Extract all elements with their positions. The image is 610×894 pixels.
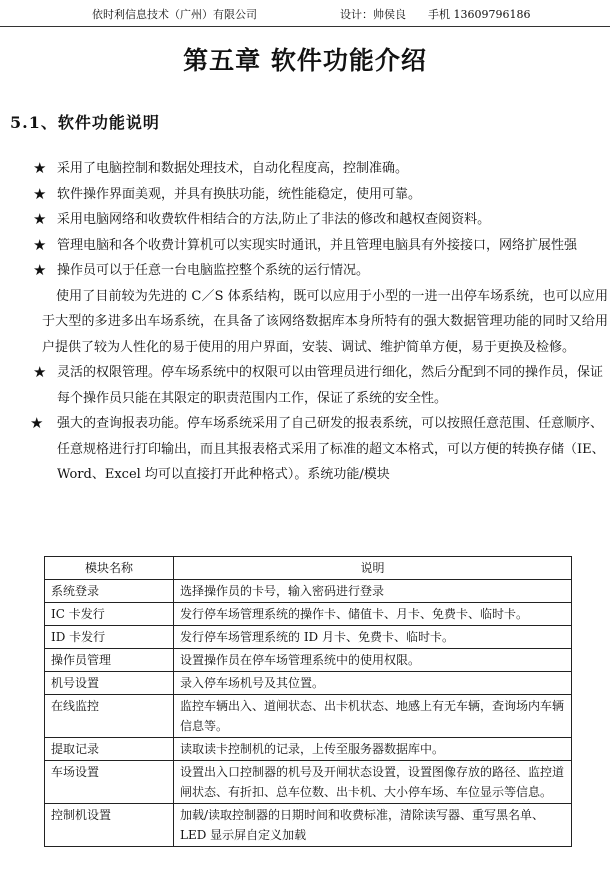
module-description-cell: 发行停车场管理系统的 ID 月卡、免费卡、临时卡。 — [174, 626, 572, 649]
table-row — [45, 603, 572, 626]
module-name-cell: 机号设置 — [45, 672, 174, 695]
module-description-cell: 设置操作员在停车场管理系统中的使用权限。 — [174, 649, 572, 672]
bullet-text: 软件操作界面美观，并具有换肤功能，统性能稳定，使用可靠。 — [57, 186, 422, 202]
bullet-item — [30, 156, 608, 182]
bullet-item — [30, 207, 608, 233]
bullet-item — [30, 411, 608, 488]
column-header-description: 说明 — [174, 557, 572, 580]
module-name-cell: 提取记录 — [45, 738, 174, 761]
header-designer: 设计：帅侯良 — [340, 8, 406, 21]
table-row — [45, 695, 572, 738]
bullet-item — [30, 360, 608, 411]
bullet-text: 操作员可以于任意一台电脑监控整个系统的运行情况。 — [57, 263, 370, 278]
module-description-cell: 读取读卡控制机的记录，上传至服务器数据库中。 — [174, 738, 572, 761]
chapter-title: 第五章 软件功能介绍 — [183, 46, 427, 75]
module-name-cell: 系统登录 — [45, 580, 174, 603]
star-icon: ★ — [33, 363, 47, 381]
bullet-item — [30, 182, 608, 208]
module-description-cell: 录入停车场机号及其位置。 — [174, 672, 572, 695]
table-row — [45, 626, 572, 649]
table-row — [45, 761, 572, 804]
module-name-cell: 车场设置 — [45, 761, 174, 804]
bullet-item — [30, 233, 608, 259]
section-title: 5.1、软件功能说明 — [10, 113, 160, 132]
bullet-text: 灵活的权限管理。停车场系统中的权限可以由管理员进行细化，然后分配到不同的操作员，保证每个操作员只能在其限定的职责范围内工作，保证了系统的安全性。 — [57, 365, 604, 406]
page-header — [0, 4, 610, 27]
star-icon: ★ — [33, 261, 47, 279]
bullet-text: 强大的查询报表功能。停车场系统采用了自己研发的报表系统，可以按照任意范围、任意顺序、任意规格进行打印输出，而且其报表格式采用了标准的超文本格式，可以方便的转换存储（IE、Word、Excel 均可以直接打开此种格式）。系统功能/模块 — [57, 416, 605, 482]
bullet-text: 采用了电脑控制和数据处理技术，自动化程度高，控制准确。 — [57, 161, 409, 176]
star-icon: ★ — [30, 414, 44, 432]
module-name-cell: 操作员管理 — [45, 649, 174, 672]
header-phone: 手机 13609796186 — [428, 8, 531, 21]
module-description-cell: 监控车辆出入、道闸状态、出卡机状态、地感上有无车辆，查询场内车辆信息等。 — [174, 695, 572, 738]
header-company: 依时利信息技术（广州）有限公司 — [92, 8, 257, 21]
bullet-item — [30, 258, 608, 284]
module-table — [44, 556, 572, 847]
table-row — [45, 738, 572, 761]
column-header-module: 模块名称 — [45, 557, 174, 580]
table-header-row — [45, 557, 572, 580]
table-row — [45, 672, 572, 695]
star-icon: ★ — [33, 184, 47, 203]
module-description-cell: 加载/读取控制器的日期时间和收费标准，清除读写器、重写黑名单、LED 显示屏自定义加载 — [174, 804, 572, 847]
module-description-cell: 发行停车场管理系统的操作卡、储值卡、月卡、免费卡、临时卡。 — [174, 603, 572, 626]
table-row — [45, 649, 572, 672]
module-description-cell: 设置出入口控制器的机号及开闸状态设置，设置图像存放的路径、监控道闸状态、有折扣、总车位数、出卡机、大小停车场、车位显示等信息。 — [174, 761, 572, 804]
document-body — [30, 156, 608, 488]
star-icon: ★ — [33, 210, 47, 228]
module-description-cell: 选择操作员的卡号，输入密码进行登录 — [174, 580, 572, 603]
bullet-text: 采用电脑网络和收费软件相结合的方法,防止了非法的修改和越权查阅资料。 — [57, 212, 491, 227]
table-row — [45, 580, 572, 603]
module-name-cell: 在线监控 — [45, 695, 174, 738]
module-name-cell: ID 卡发行 — [45, 626, 174, 649]
module-name-cell: 控制机设置 — [45, 804, 174, 847]
module-name-cell: IC 卡发行 — [45, 603, 174, 626]
table-row — [45, 804, 572, 847]
star-icon: ★ — [33, 235, 47, 254]
bullet-text: 管理电脑和各个收费计算机可以实现实时通讯，并且管理电脑具有外接接口，网络扩展性强 — [57, 237, 578, 253]
star-icon: ★ — [33, 159, 47, 177]
body-paragraph: 使用了目前较为先进的 C／S 体系结构，既可以应用于小型的一进一出停车场系统，也可以应用于大型的多进多出车场系统，在具备了该网络数据库本身所特有的强大数据管理功能的同时又给用户提供了较为人性化的易于使用的用户界面，安装、调试、维护简单方便，易于更换及检修。 — [42, 288, 608, 355]
